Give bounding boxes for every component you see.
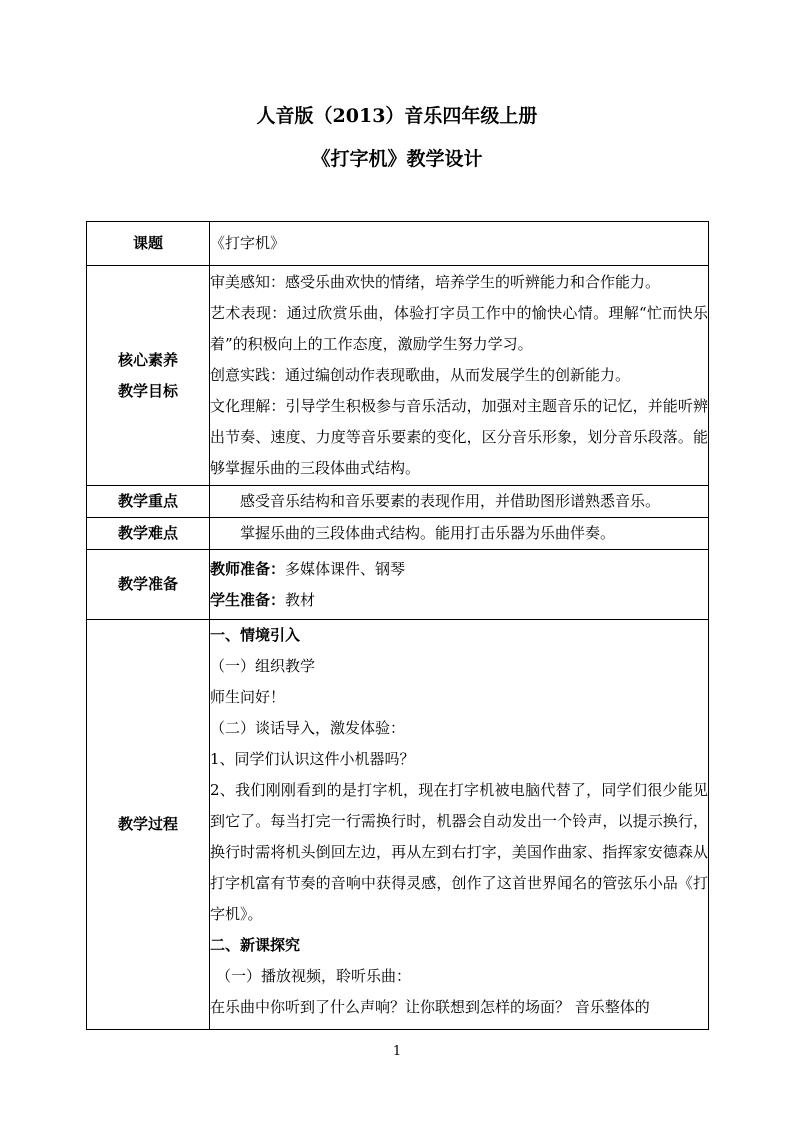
process-heading-2: 二、新课探究 (210, 936, 301, 954)
row-difficulties (87, 518, 709, 550)
key-points-text: 感受音乐结构和音乐要素的表现作用，并借助图形谱熟悉音乐。 (240, 492, 661, 510)
topic-text: 《打字机》 (210, 234, 286, 252)
label-goals (87, 266, 210, 486)
process-line-question: 1、同学们认识这件小机器吗？ (210, 750, 415, 768)
value-difficulties (210, 518, 709, 550)
goal-expression: 艺术表现：通过欣赏乐曲，体验打字员工作中的愉快心情。理解“忙而快乐着”的积极向上的工作态度，激励学生努力学习。 (210, 304, 708, 353)
label-key-points: 教学重点 (87, 486, 210, 518)
goal-creative: 创意实践：通过编创动作表现歌曲，从而发展学生的创新能力。 (210, 366, 631, 384)
value-topic (210, 222, 709, 266)
page-number: 1 (392, 1044, 402, 1059)
value-process (210, 620, 709, 1030)
value-preparation (210, 550, 709, 620)
document-subtitle: 《打字机》教学设计 (311, 148, 483, 170)
process-line-listening: 在乐曲中你听到了什么声响？让你联想到怎样的场面？ 音乐整体的 (210, 998, 650, 1016)
difficulties-text: 掌握乐曲的三段体曲式结构。能用打击乐器为乐曲伴奏。 (240, 524, 616, 542)
lesson-plan-table (86, 221, 709, 1030)
row-goals (87, 266, 709, 486)
teacher-prep-value: 多媒体课件、钢琴 (285, 559, 406, 578)
label-topic: 课题 (87, 222, 210, 266)
row-preparation (87, 550, 709, 620)
process-sub-3: （一）播放视频，聆听乐曲： (216, 967, 412, 985)
process-paragraph-typewriter: 2、我们刚刚看到的是打字机，现在打字机被电脑代替了，同学们很少能见到它了。每当打完一行需换行时，机器会自动发出一个铃声，以提示换行，换行时需将机头倒回左边，再从左到右打字，美国作曲家、指挥家安德森从打字机富有节奏的音响中获得灵感，创作了这首世界闻名的管弦乐小品《打字机》。 (210, 781, 708, 923)
label-goals-line1: 核心素养 (117, 350, 178, 369)
label-preparation: 教学准备 (87, 550, 210, 620)
label-process: 教学过程 (87, 620, 210, 1030)
document-title: 人音版（2013）音乐四年级上册 (256, 105, 538, 127)
process-sub-1: （一）组织教学 (210, 657, 316, 675)
goal-aesthetic: 审美感知：感受乐曲欢快的情绪，培养学生的听辨能力和合作能力。 (210, 273, 661, 291)
row-key-points (87, 486, 709, 518)
student-prep-value: 教材 (285, 590, 316, 609)
goal-cultural: 文化理解：引导学生积极参与音乐活动，加强对主题音乐的记忆，并能听辨出节奏、速度、力度等音乐要素的变化，区分音乐形象，划分音乐段落。能够掌握乐曲的三段体曲式结构。 (210, 397, 708, 477)
student-prep-label: 学生准备： (210, 590, 286, 609)
value-goals (210, 266, 709, 486)
teacher-prep-label: 教师准备： (210, 559, 286, 578)
student-preparation (210, 585, 708, 616)
teacher-preparation (210, 554, 708, 585)
label-difficulties: 教学难点 (87, 518, 210, 550)
process-heading-1: 一、情境引入 (210, 626, 301, 644)
process-sub-2: （二）谈话导入，激发体验： (210, 719, 406, 737)
process-line-greeting: 师生问好！ (210, 688, 286, 706)
row-process (87, 620, 709, 1030)
row-topic (87, 222, 709, 266)
label-goals-line2: 教学目标 (117, 381, 178, 400)
value-key-points (210, 486, 709, 518)
